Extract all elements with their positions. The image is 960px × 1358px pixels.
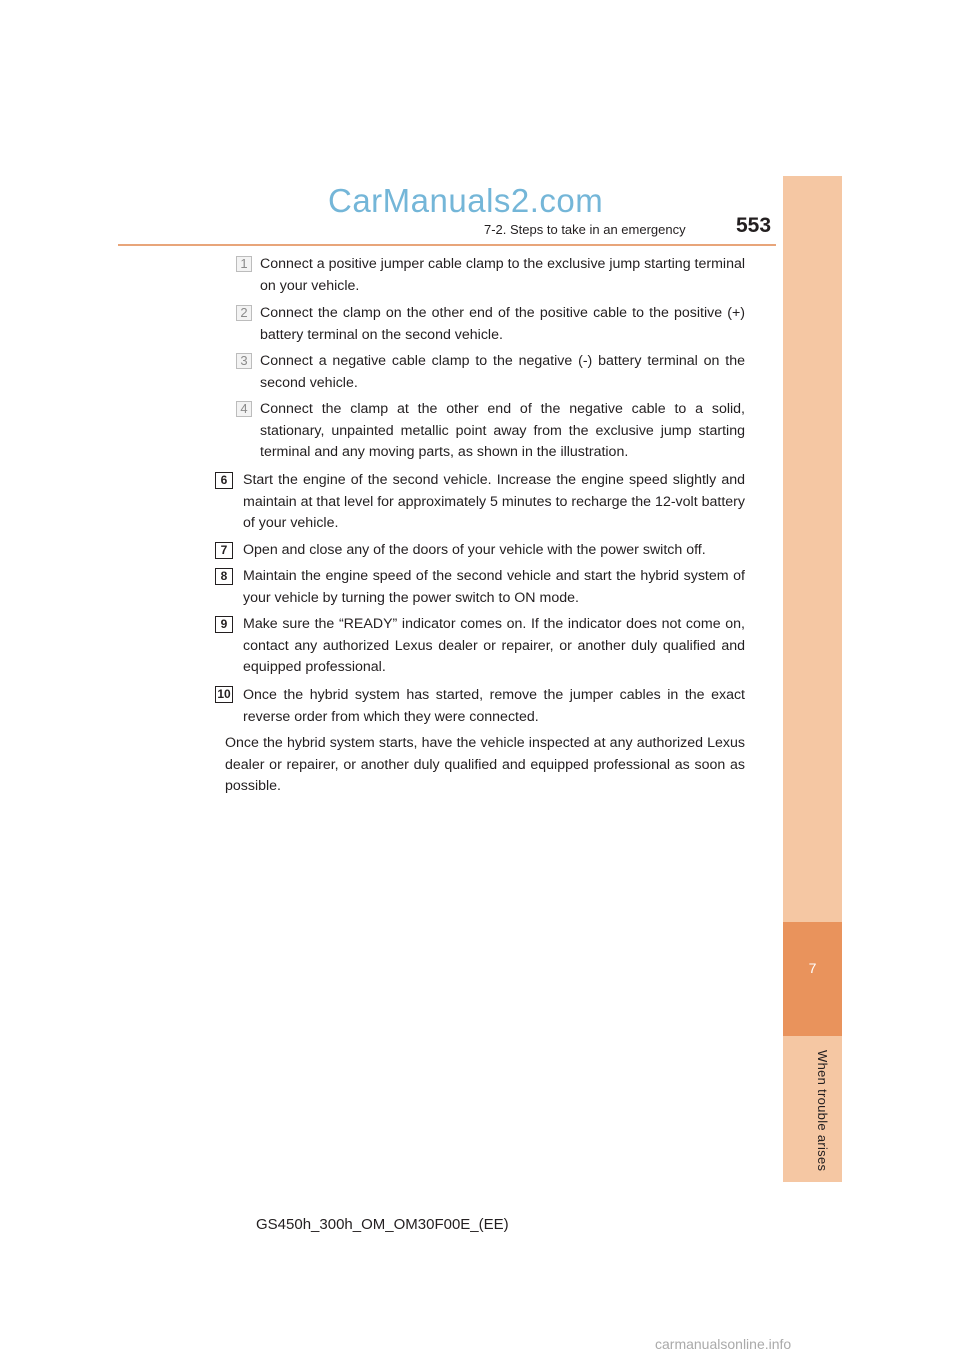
step-number-marker: 10 bbox=[215, 686, 233, 703]
sub-step-marker: 1 bbox=[236, 256, 252, 272]
step-text: Once the hybrid system has started, remove the jumper cables in the exact reverse order from which they were connected. bbox=[243, 687, 745, 725]
step-number-marker: 6 bbox=[215, 472, 233, 489]
chapter-label: When trouble arises bbox=[815, 1050, 830, 1172]
sub-step-text: Connect the clamp at the other end of the negative cable to a solid, stationary, unpainted metallic point away from the exclusive jump starting terminal and any moving parts, as shown in the illustration. bbox=[260, 401, 745, 460]
sub-step-marker: 2 bbox=[236, 305, 252, 321]
chapter-number-box bbox=[783, 922, 842, 1036]
sub-step-marker: 3 bbox=[236, 353, 252, 369]
chapter-number: 7 bbox=[808, 960, 817, 976]
closing-paragraph: Once the hybrid system starts, have the vehicle inspected at any authorized Lexus dealer or repairer, or another duly qualified and equipped professional as soon as possible. bbox=[225, 735, 745, 794]
header-divider bbox=[118, 244, 776, 246]
watermark-top: CarManuals2.com bbox=[328, 182, 604, 219]
document-code: GS450h_300h_OM_OM30F00E_(EE) bbox=[256, 1216, 509, 1233]
sub-step-text: Connect the clamp on the other end of the positive cable to the positive (+) battery terminal on the second vehicle. bbox=[260, 305, 745, 343]
step-number-marker: 8 bbox=[215, 568, 233, 585]
step-text: Start the engine of the second vehicle. Increase the engine speed slightly and maintain at that level for approximately 5 minutes to recharge the 12-volt battery of your vehicle. bbox=[243, 472, 745, 531]
page-number: 553 bbox=[736, 214, 772, 237]
watermark-bottom: carmanualsonline.info bbox=[655, 1336, 792, 1352]
sub-step-text: Connect a positive jumper cable clamp to the exclusive jump starting terminal on your vehicle. bbox=[260, 256, 745, 294]
sub-step-marker: 4 bbox=[236, 401, 252, 417]
step-number-marker: 7 bbox=[215, 542, 233, 559]
step-text: Make sure the “READY” indicator comes on. If the indicator does not come on, contact any authorized Lexus dealer or repairer, or another duly qualified and equipped professional. bbox=[243, 616, 745, 675]
sub-step-text: Connect a negative cable clamp to the negative (-) battery terminal on the second vehicle. bbox=[260, 353, 745, 391]
step-text: Maintain the engine speed of the second vehicle and start the hybrid system of your vehicle by turning the power switch to ON mode. bbox=[243, 568, 745, 606]
section-title: 7-2. Steps to take in an emergency bbox=[484, 222, 686, 237]
step-number-marker: 9 bbox=[215, 616, 233, 633]
step-text: Open and close any of the doors of your vehicle with the power switch off. bbox=[243, 542, 706, 558]
